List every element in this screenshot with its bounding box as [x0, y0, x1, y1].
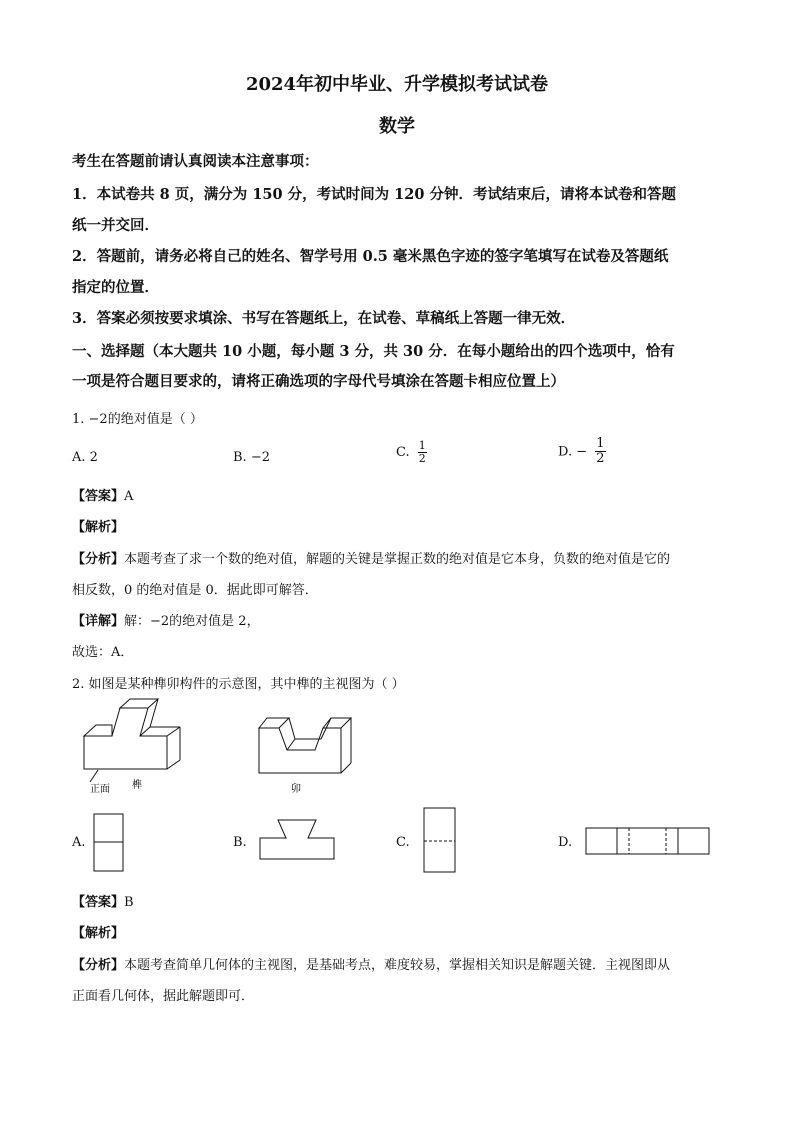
q2-answer: B: [124, 895, 134, 910]
q1-xiangjie-text: 解：−2的绝对值是 2，: [124, 614, 260, 629]
notice-item-1-line-1: 1．本试卷共 8 页，满分为 150 分，考试时间为 120 分钟．考试结束后，请将本试卷和答题: [72, 186, 676, 203]
q1-fenxi-text: 本题考查了求一个数的绝对值，解题的关键是掌握正数的绝对值是它本身，负数的绝对值是它的: [124, 552, 671, 567]
q1-option-d-numerator: 1: [596, 436, 605, 451]
q2-jiexi-tag: 【解析】: [72, 926, 125, 941]
notice-item-3: 3．答案必须按要求填涂、书写在答题纸上，在试卷、草稿纸上答题一律无效．: [72, 310, 576, 327]
q1-stem: 1. −2的绝对值是（ ）: [72, 412, 203, 427]
notice-item-2-line-2: 指定的位置．: [72, 279, 159, 296]
exam-subject: 数学: [379, 116, 415, 137]
q1-option-d-fraction: [595, 437, 605, 467]
q1-option-c-fraction: [418, 440, 427, 465]
q2-option-c-figure: [422, 806, 458, 876]
q1-option-c: [396, 440, 427, 465]
q2-option-d-figure: [584, 826, 712, 858]
q2-option-a-figure: [92, 812, 126, 874]
tenon-figure: [70, 696, 200, 798]
section-heading-line-1: 一、选择题（本大题共 10 小题，每小题 3 分，共 30 分．在每小题给出的四个选项中，恰有: [72, 343, 675, 360]
q2-option-d-label: D.: [558, 835, 573, 850]
q1-guxuan: 故选：A．: [72, 645, 134, 660]
notice-item-2-line-1: 2．答题前，请务必将自己的姓名、智学号用 0.5 毫米黑色字迹的签字笔填写在试卷及答题纸: [72, 248, 669, 265]
section-heading-line-2: 一项是符合题目要求的，请将正确选项的字母代号填涂在答题卡相应位置上）: [72, 373, 565, 390]
tenon-label: 榫: [132, 780, 142, 791]
q1-option-d-label: D. −: [558, 444, 588, 460]
q2-option-b-figure: [258, 816, 338, 862]
q1-jiexi-tag: 【解析】: [72, 520, 125, 535]
q1-fenxi-tag: 【分析】: [72, 552, 125, 567]
q1-answer: A: [124, 489, 134, 504]
q1-fenxi-line-2: 相反数，0 的绝对值是 0．据此即可解答．: [72, 583, 318, 598]
mortise-figure: [255, 706, 365, 802]
q2-fenxi-line-2: 正面看几何体，据此解题即可．: [72, 989, 255, 1004]
q2-answer-tag: 【答案】: [72, 895, 125, 910]
q2-fenxi-tag: 【分析】: [72, 958, 125, 973]
q1-xiangjie-tag: 【详解】: [72, 614, 125, 629]
mortise-label: 卯: [291, 784, 301, 795]
q2-option-a-label: A.: [72, 835, 86, 850]
q1-fenxi-line-1: [72, 548, 670, 567]
q1-xiangjie-line: [72, 610, 260, 629]
q1-option-c-numerator: 1: [418, 439, 426, 452]
q2-fenxi-line-1: [72, 954, 670, 973]
exam-title: 2024年初中毕业、升学模拟考试试卷: [245, 74, 549, 95]
q1-option-d-denominator: 2: [596, 451, 605, 467]
q2-option-c-label: C.: [396, 835, 410, 850]
q2-stem: 2. 如图是某种榫卯构件的示意图，其中榫的主视图为（ ）: [72, 677, 405, 692]
q2-fenxi-text: 本题考查简单几何体的主视图，是基础考点，难度较易，掌握相关知识是解题关键．主视图即从: [124, 958, 671, 973]
q1-option-c-label: C.: [396, 445, 410, 461]
q2-answer-line: [72, 891, 134, 910]
tenon-front-label: 正面: [90, 784, 110, 795]
q2-option-b-label: B.: [233, 835, 247, 850]
q1-option-b: B. −2: [233, 450, 270, 465]
q1-option-a: A. 2: [72, 450, 98, 465]
q1-answer-tag: 【答案】: [72, 489, 125, 504]
q1-option-d: [558, 437, 606, 467]
notice-item-1-line-2: 纸一并交回．: [72, 217, 159, 234]
q1-option-c-denominator: 2: [418, 452, 426, 466]
notice-heading: 考生在答题前请认真阅读本注意事项：: [72, 153, 319, 170]
q1-answer-line: [72, 485, 133, 504]
